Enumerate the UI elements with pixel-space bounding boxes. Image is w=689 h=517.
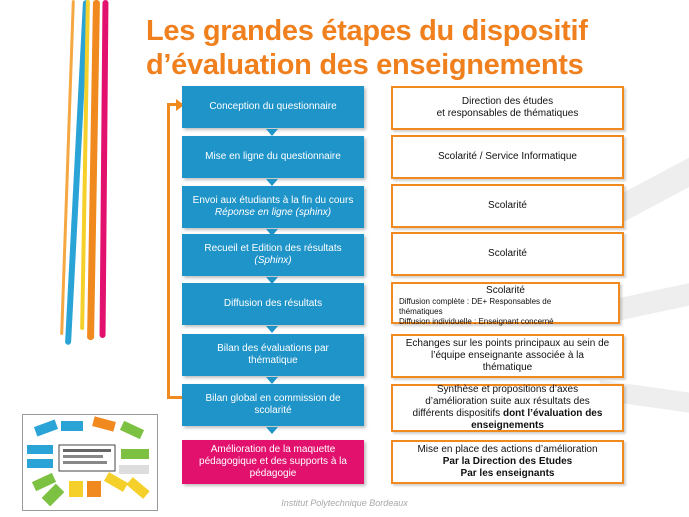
background-shape-2 xyxy=(610,273,689,322)
step-sublabel: Réponse en ligne (sphinx) xyxy=(214,207,332,218)
resp-line: Scolarité xyxy=(486,285,525,296)
resp-line: Echanges sur les points principaux au sein de xyxy=(405,338,610,349)
resp-line-3-group xyxy=(413,408,603,420)
resp-bilan-global xyxy=(391,384,624,432)
resp-line-4: enseignements xyxy=(471,420,544,431)
resp-amelioration xyxy=(391,440,624,484)
step-label: Bilan des évaluations par xyxy=(217,343,329,354)
step-label-3: pédagogie xyxy=(249,468,297,479)
resp-line-4: Diffusion individuelle : Enseignant concerné xyxy=(399,317,554,326)
resp-diffusion xyxy=(391,282,620,324)
resp-line: Scolarité / Service Informatique xyxy=(438,151,577,162)
resp-line-3: thématiques xyxy=(399,307,443,316)
resp-line-2: Diffusion complète : DE+ Responsables de xyxy=(399,297,552,306)
resp-conception xyxy=(391,86,624,130)
step-label: Amélioration de la maquette xyxy=(210,444,336,455)
step-mise-en-ligne xyxy=(182,136,364,178)
step-arrow xyxy=(266,377,278,384)
decor-stripe-pink xyxy=(100,0,109,338)
slide-title: Les grandes étapes du dispositif d’évaluation des enseignements xyxy=(146,15,588,81)
resp-line: Scolarité xyxy=(488,248,527,259)
step-label: Conception du questionnaire xyxy=(209,101,337,112)
mindmap-thumbnail xyxy=(22,414,158,511)
resp-line-2: d’amélioration suite aux résultats des xyxy=(425,396,590,407)
resp-line-2: l’équipe enseignante associée à la xyxy=(431,350,584,361)
mindmap-illustration xyxy=(23,415,157,510)
step-bilan-thematique xyxy=(182,334,364,376)
step-arrow xyxy=(266,427,278,434)
step-arrow xyxy=(266,129,278,136)
resp-line-3: différents dispositifs xyxy=(412,408,501,419)
resp-line: Mise en place des actions d’amélioration xyxy=(417,444,598,455)
step-envoi xyxy=(182,186,364,228)
step-label-2: pédagogique et des supports à la xyxy=(199,456,347,467)
step-arrow xyxy=(266,179,278,186)
resp-line-3: Par les enseignants xyxy=(460,468,555,479)
step-conception xyxy=(182,86,364,128)
step-arrow xyxy=(266,326,278,333)
resp-recueil xyxy=(391,232,624,276)
step-recueil xyxy=(182,234,364,276)
resp-line-2: Par la Direction des Etudes xyxy=(442,456,573,467)
resp-bilan-thematique xyxy=(391,334,624,378)
resp-line-2: et responsables de thématiques xyxy=(436,108,579,119)
step-bilan-global xyxy=(182,384,364,426)
resp-line: Scolarité xyxy=(488,200,527,211)
resp-line-3: thématique xyxy=(482,362,533,373)
step-label: Bilan global en commission de xyxy=(205,393,341,404)
step-diffusion xyxy=(182,283,364,325)
step-label: Mise en ligne du questionnaire xyxy=(205,151,341,162)
resp-line: Synthèse et propositions d’axes xyxy=(436,384,579,395)
step-label-2: thématique xyxy=(248,355,298,366)
step-label: Diffusion des résultats xyxy=(223,298,323,309)
step-label-2: scolarité xyxy=(254,405,292,416)
footer-institution: Institut Polytechnique Bordeaux xyxy=(281,498,408,508)
resp-line: Direction des études xyxy=(461,96,554,107)
step-sublabel: (Sphinx) xyxy=(254,255,292,266)
step-label: Recueil et Edition des résultats xyxy=(204,243,342,254)
step-amelioration xyxy=(182,440,364,484)
resp-envoi xyxy=(391,184,624,228)
resp-mise-en-ligne xyxy=(391,135,624,179)
resp-line-3-bold: dont l’évaluation des xyxy=(502,408,603,419)
step-label: Envoi aux étudiants à la fin du cours xyxy=(192,195,354,206)
